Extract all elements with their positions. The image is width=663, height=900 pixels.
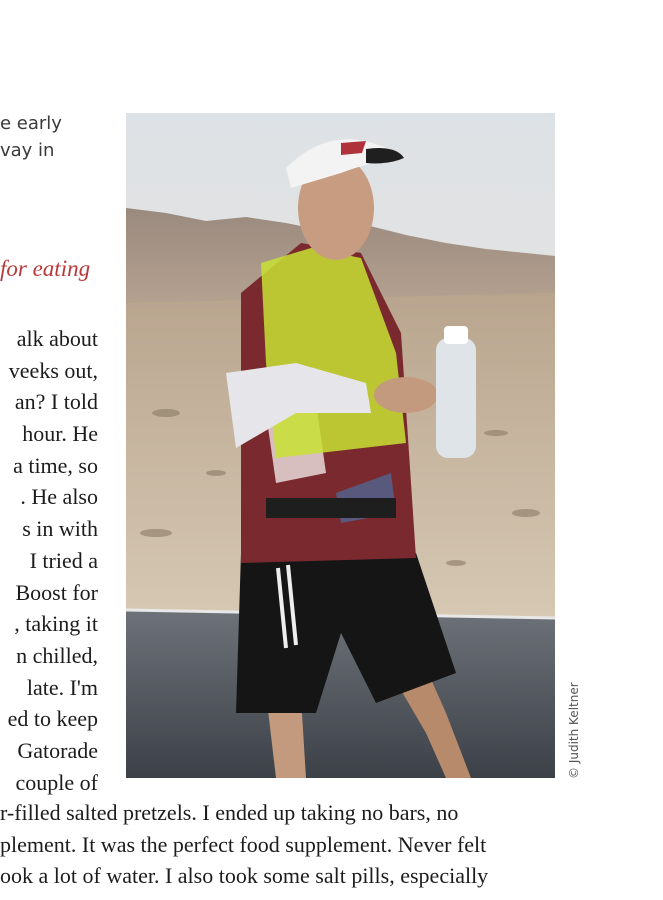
body-line: an? I told (14, 389, 98, 415)
body-text-full (0, 797, 488, 892)
body-line: late. I'm (26, 674, 98, 700)
body-line: n chilled, (16, 642, 98, 668)
body-text-wrapped (8, 323, 98, 798)
photo-credit: © Judith Keltner (567, 682, 581, 779)
sidebar-line: e early (0, 113, 62, 134)
body-line: hour. He (22, 421, 98, 447)
body-line: s in with (22, 516, 98, 542)
runner-photo (126, 113, 555, 778)
body-line: ed to keep (7, 706, 98, 732)
body-line: Gatorade (17, 737, 98, 763)
body-line: . He also (20, 484, 98, 510)
sidebar-text (0, 110, 62, 164)
section-heading: for eating (0, 256, 91, 281)
body-line: , taking it (14, 611, 98, 637)
body-line: couple of (15, 769, 98, 795)
body-line: I tried a (29, 547, 98, 573)
body-line: Boost for (15, 579, 98, 605)
body-line: ook a lot of water. I also took some salt pills, especially (0, 863, 489, 888)
body-line: plement. It was the perfect food supplement. Never felt (0, 831, 487, 857)
body-line: r-filled salted pretzels. I ended up taking no bars, no (0, 800, 459, 825)
body-line: veeks out, (8, 357, 98, 383)
body-line: alk about (16, 326, 98, 351)
body-line: a time, so (13, 452, 98, 478)
sidebar-line: vay in (0, 140, 55, 161)
